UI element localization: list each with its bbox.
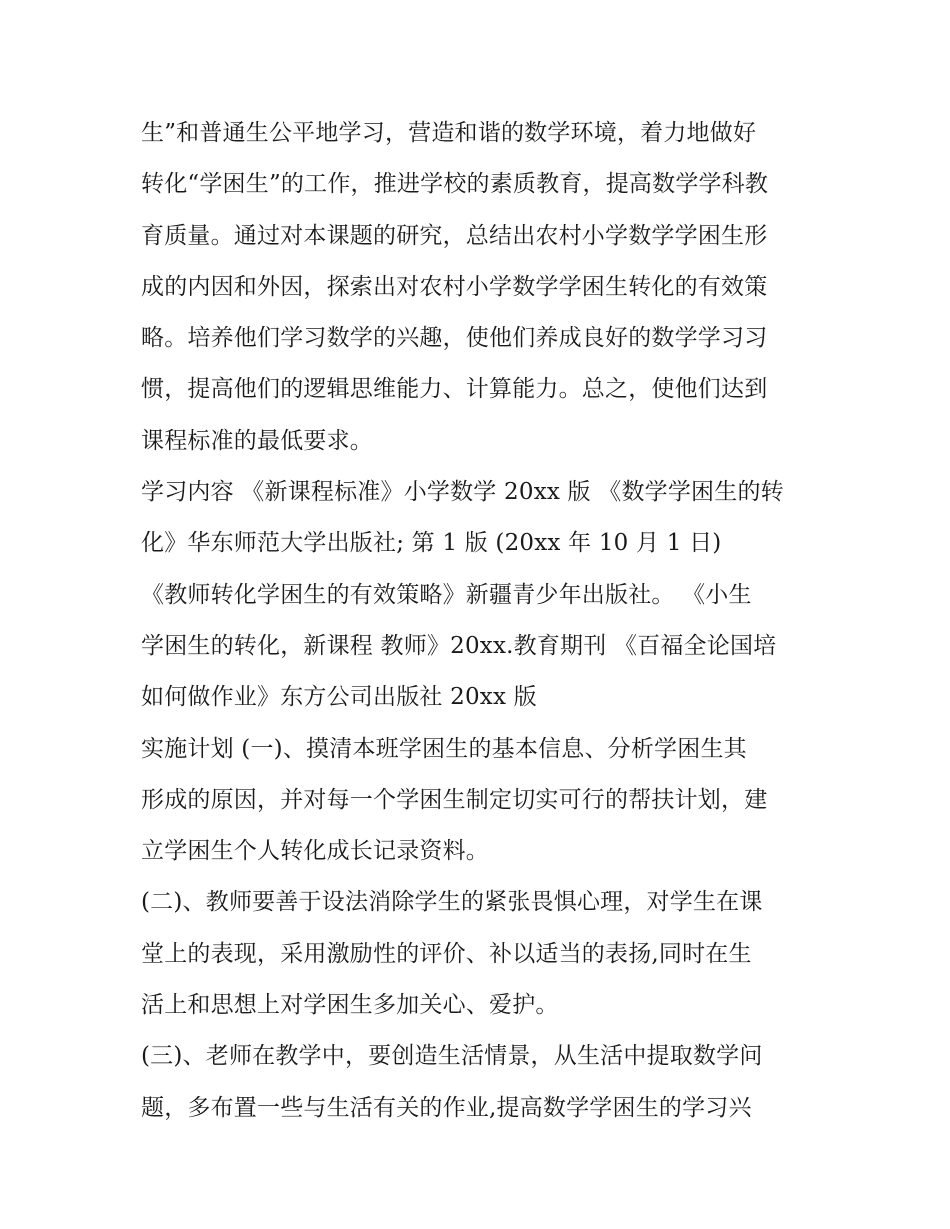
text-line: 育质量。通过对本课题的研究，总结出农村小学数学学困生形 <box>141 222 768 249</box>
text-line: 转化“学困生”的工作，推进学校的素质教育，提高数学学科教 <box>141 171 769 198</box>
text-line: 活上和思想上对学困生多加关心、爱护。 <box>141 992 559 1019</box>
text-line: 形成的原因，并对每一个学困生制定切实可行的帮扶计划，建 <box>141 786 768 813</box>
text-line: 如何做作业》东方公司出版社 20xx 版 <box>141 684 537 711</box>
text-line: 略。培养他们学习数学的兴趣，使他们养成良好的数学学习习 <box>141 325 768 352</box>
text-line: 题，多布置一些与生活有关的作业,提高数学学困生的学习兴 <box>141 1094 752 1121</box>
text-line: 学习内容 《新课程标准》小学数学 20xx 版 《数学学困生的转 <box>141 479 784 506</box>
text-line: 生”和普通生公平地学习，营造和谐的数学环境，着力地做好 <box>141 120 757 146</box>
text-line: 学困生的转化，新课程 教师》20xx.教育期刊 《百福全论国培 <box>141 632 777 659</box>
text-line: 立学困生个人转化成长记录资料。 <box>141 838 489 865</box>
text-line: 化》华东师范大学出版社; 第 1 版 (20xx 年 10 月 1 日) <box>141 530 722 557</box>
text-line: 惯，提高他们的逻辑思维能力、计算能力。总之，使他们达到 <box>141 376 768 403</box>
text-line: 课程标准的最低要求。 <box>141 427 373 454</box>
text-line: 堂上的表现，采用激励性的评价、补以适当的表扬,同时在生 <box>141 940 752 967</box>
text-line: 实施计划 (一)、摸清本班学困生的基本信息、分析学困生其 <box>141 735 747 762</box>
text-line: 《教师转化学困生的有效策略》新疆青少年出版社。 《小生 <box>141 581 752 608</box>
text-line: (三)、老师在教学中，要创造生活情景，从生活中提取数学问 <box>141 1043 763 1070</box>
text-line: (二)、教师要善于设法消除学生的紧张畏惧心理，对学生在课 <box>141 889 763 916</box>
body-text <box>141 108 821 1134</box>
text-line: 成的内因和外因，探索出对农村小学数学学困生转化的有效策 <box>141 273 768 300</box>
